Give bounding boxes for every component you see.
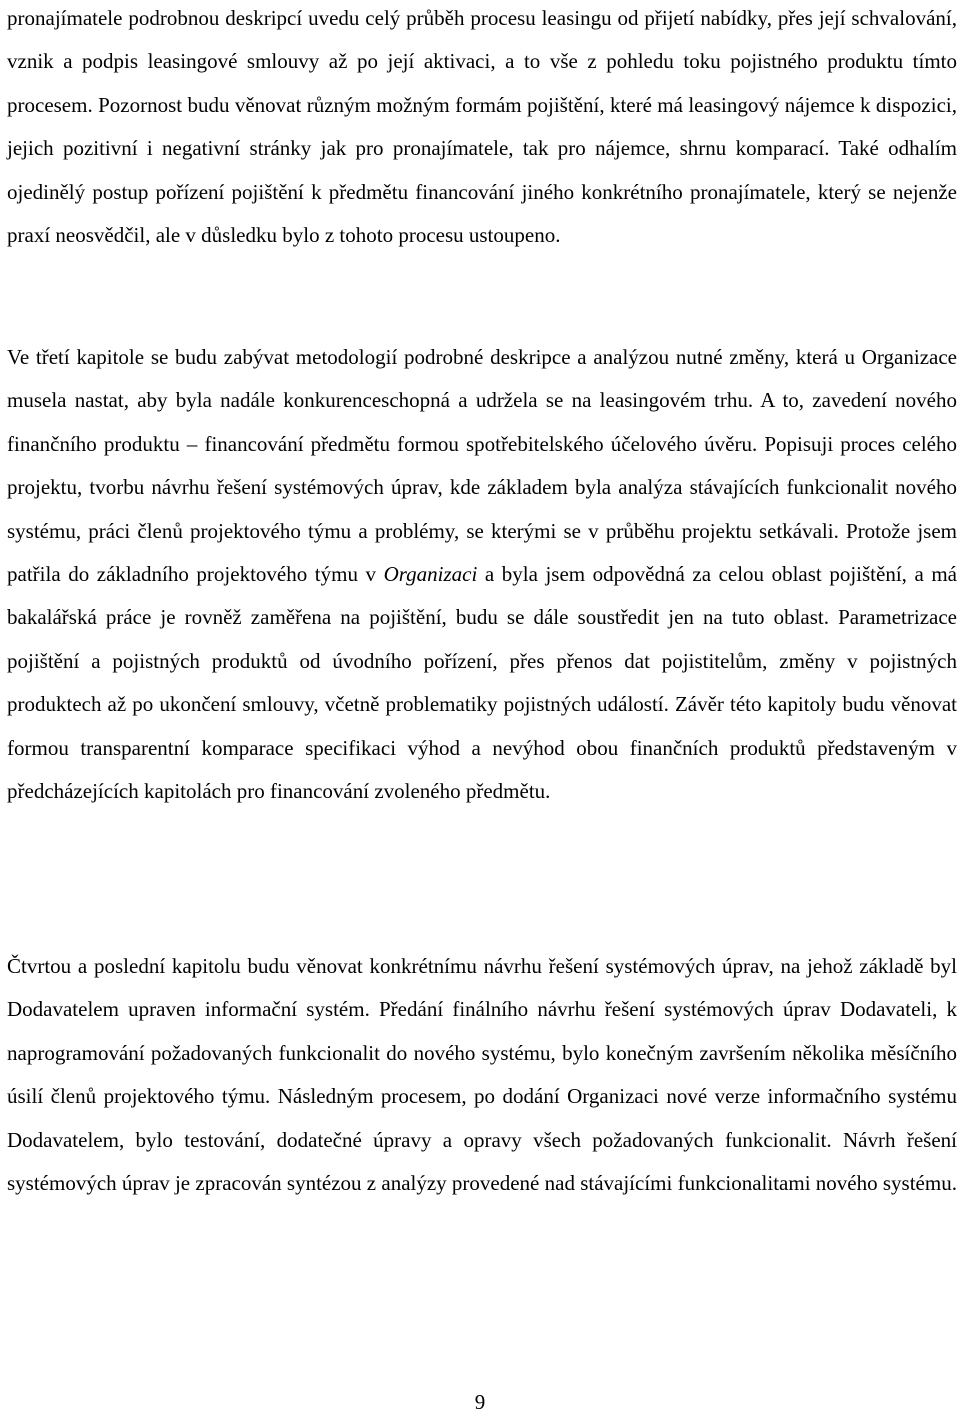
organization-italic-term: Organizaci xyxy=(383,562,478,587)
paragraph-fourth-chapter: Čtvrtou a poslední kapitolu budu věnovat konkrétnímu návrhu řešení systémových úprav, na jehož základě byl Dodavatelem upraven informační systém. Předání finálního návrhu řešení systémových úprav Dodavateli, k naprogramování požadovaných funkcionalit do nového systému, bylo konečným završením několika měsíčního úsilí členů projektového týmu. Následným procesem, po dodání Organizaci nové verze informačního systému Dodavatelem, bylo testování, dodatečné úpravy a opravy všech požadovaných funkcionalit. Návrh řešení systémových úprav je zpracován syntézou z analýzy provedené nad stávajícími funkcionalitami nového systému. xyxy=(7,954,957,1196)
page-number: 9 xyxy=(474,1390,486,1414)
paragraph-third-chapter xyxy=(7,336,957,813)
paragraph-third-chapter-part-1: Ve třetí kapitole se budu zabývat metodologií podrobné deskripce a analýzou nutné změny, která u Organizace musela nastat, aby byla nadále konkurenceschopná a udržela se na leasingovém trhu. A to, zavedení nového finančního produktu – financování předmětu formou spotřebitelského účelového úvěru. Popisuji proces celého projektu, tvorbu návrhu řešení systémových úprav, kde základem byla analýza stávajících funkcionalit nového systému, práci členů projektového týmu a problémy, se kterými se v průběhu projektu setkávali. Protože jsem patřila do základního projektového týmu v xyxy=(7,345,957,587)
paragraph-third-chapter-part-2: a byla jsem odpovědná za celou oblast pojištění, a má bakalářská práce je rovněž zaměřena na pojištění, budu se dále soustředit jen na tuto oblast. Parametrizace pojištění a pojistných produktů od úvodního pořízení, přes přenos dat pojistitelům, změny v pojistných produktech až po ukončení smlouvy, včetně problematiky pojistných událostí. Závěr této kapitoly budu věnovat formou transparentní komparace specifikaci výhod a nevýhod obou finančních produktů představeným v předcházejících kapitolách pro financování zvoleného předmětu. xyxy=(7,562,957,804)
paragraph-process-description: pronajímatele podrobnou deskripcí uvedu celý průběh procesu leasingu od přijetí nabídky, přes její schvalování, vznik a podpis leasingové smlouvy až po její aktivaci, a to vše z pohledu toku pojistného produktu tímto procesem. Pozornost budu věnovat různým možným formám pojištění, které má leasingový nájemce k dispozici, jejich pozitivní i negativní stránky jak pro pronajímatele, tak pro nájemce, shrnu komparací. Také odhalím ojedinělý postup pořízení pojištění k předmětu financování jiného konkrétního pronajímatele, který se nejenže praxí neosvědčil, ale v důsledku bylo z tohoto procesu ustoupeno. xyxy=(7,6,957,248)
